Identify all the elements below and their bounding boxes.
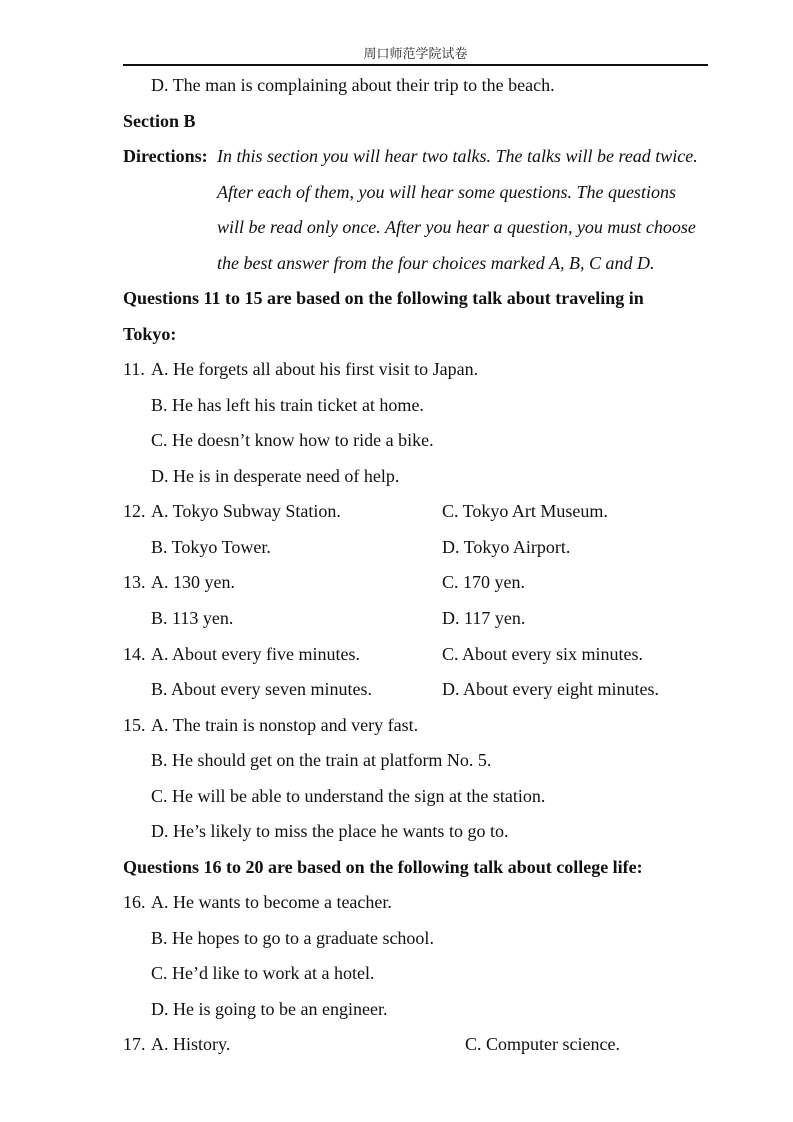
q11-option-a: A. He forgets all about his first visit to Japan. [151,359,479,379]
q13-number: 13. [123,572,146,592]
q12-number: 12. [123,501,146,521]
group2-heading: Questions 16 to 20 are based on the following talk about college life: [123,857,643,877]
q15-option-a: A. The train is nonstop and very fast. [151,715,419,735]
q11-option-d: D. He is in desperate need of help. [151,466,400,486]
group1-heading-line-1: Questions 11 to 15 are based on the following talk about traveling in [123,288,644,308]
q12-option-b: B. Tokyo Tower. [151,537,271,557]
q14-option-d: D. About every eight minutes. [442,679,659,699]
q17-number: 17. [123,1034,146,1054]
q15-number: 15. [123,715,146,735]
section-title: Section B [123,111,196,131]
q12-option-d: D. Tokyo Airport. [442,537,571,557]
directions-line-1: In this section you will hear two talks. The talks will be read twice. [217,146,698,166]
q16-option-c: C. He’d like to work at a hotel. [151,963,375,983]
q14-number: 14. [123,644,146,664]
q16-option-a: A. He wants to become a teacher. [151,892,392,912]
q13-option-d: D. 117 yen. [442,608,526,628]
q14-option-c: C. About every six minutes. [442,644,643,664]
q11-number: 11. [123,359,145,379]
q17-option-c: C. Computer science. [465,1034,620,1054]
q13-option-a: A. 130 yen. [151,572,235,592]
q13-option-b: B. 113 yen. [151,608,234,628]
q15-option-d: D. He’s likely to miss the place he wants to go to. [151,821,509,841]
q12-option-c: C. Tokyo Art Museum. [442,501,608,521]
q11-option-c: C. He doesn’t know how to ride a bike. [151,430,434,450]
directions-label: Directions: [123,146,208,166]
q13-option-c: C. 170 yen. [442,572,525,592]
q16-option-b: B. He hopes to go to a graduate school. [151,928,434,948]
group1-heading-line-2: Tokyo: [123,324,177,344]
directions-line-2: After each of them, you will hear some questions. The questions [217,182,676,202]
q12-option-a: A. Tokyo Subway Station. [151,501,341,521]
q14-option-b: B. About every seven minutes. [151,679,372,699]
directions-line-4: the best answer from the four choices marked A, B, C and D. [217,253,655,273]
q11-option-b: B. He has left his train ticket at home. [151,395,424,415]
previous-question-option-d: D. The man is complaining about their trip to the beach. [151,75,555,95]
directions-line-3: will be read only once. After you hear a question, you must choose [217,217,696,237]
header-rule [123,64,708,66]
q15-option-c: C. He will be able to understand the sign at the station. [151,786,546,806]
q16-option-d: D. He is going to be an engineer. [151,999,388,1019]
q14-option-a: A. About every five minutes. [151,644,360,664]
q16-number: 16. [123,892,146,912]
q17-option-a: A. History. [151,1034,231,1054]
page-header-title: 周口师范学院试卷 [363,47,468,62]
q15-option-b: B. He should get on the train at platform No. 5. [151,750,492,770]
